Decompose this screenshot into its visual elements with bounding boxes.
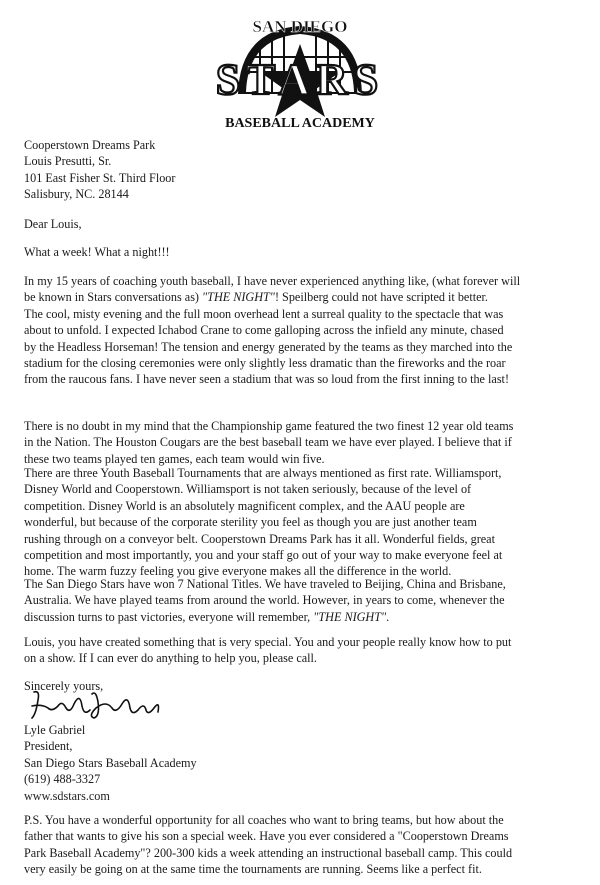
paragraph-4-part-a: The San Diego Stars have won 7 National Titles. We have traveled to Beijing, China and Brisbane, Australia. We have played teams from around the world. However, in years to come, whenever the discussion turns to past victories, everyone will remember, [24,577,506,624]
website-link[interactable]: www.sdstars.com [24,788,110,803]
logo-main-text: STARS [215,55,385,104]
address-line-3: 101 East Fisher St. Third Floor [24,170,176,185]
address-line-1: Cooperstown Dreams Park [24,138,156,152]
paragraph-4 [24,576,584,625]
signature-block [24,722,584,804]
postscript: P.S. You have a wonderful opportunity for all coaches who want to bring teams, but how about the father that wants to give his son a special week. Have you ever considered a "Cooperstown Dreams Park Baseball Academy"? 200-300 kids a week attending an instructional baseball camp. This could very easily be going on at the same time the tournaments are running. Seems like a perfect fit. [24,813,513,877]
address-line-2: Louis Presutti, Sr. [24,154,112,169]
paragraph-5: Louis, you have created something that is very special. You and your people really know how to put on a show. If I can ever do anything to help you, please call. [24,635,512,666]
paragraph-1-part-b: ! Speilberg could not have scripted it better. The cool, misty evening and the full moon overhead lent a surreal quality to the spectacle that was about to unfold. I expected Ichabod Crane to come galloping across the infield any minute, chased by the Headless Horseman! The tension and energy generated by the teams as they marched into the stadium for the closing ceremonies were only slightly less dramatic than the fireworks and the roar from the raucous fans. I have never seen a stadium that was so loud from the first inning to the last! [24,290,513,387]
handwritten-signature [28,686,168,722]
intro-line: What a week! What a night!!! [24,245,170,259]
paragraph-1-part-a: In my 15 years of coaching youth baseball, I have never experienced anything like, (what forever will be known in Stars conversations as) [24,274,521,305]
paragraph-3: There are three Youth Baseball Tournaments that are always mentioned as first rate. Williamsport, Disney World and Cooperstown. Williamsport is not taken seriously, because of the level of competition. Disney World is an absolutely magnificent complex, and the AAU people are wonderful, but because of the corporate sterility you feel as though you are just another team rushing through on a conveyor belt. Cooperstown Dreams Park has it all. Wonderful fields, great competition and most importantly, you and your staff go out of your way to make everyone feel at home. The warm fuzzy feeling you give everyone makes all the difference in the world. [24,466,503,579]
stars-logo-graphic [200,2,400,134]
signer-name: Lyle Gabriel [24,723,86,737]
signer-phone: (619) 488-3327 [24,772,101,787]
logo-top-text: SAN DIEGO [252,17,348,36]
address-line-4: Salisbury, NC. 28144 [24,187,129,202]
paragraph-4-part-b: . [386,609,390,624]
logo-bottom-text: BASEBALL ACADEMY [225,116,375,131]
salutation: Dear Louis, [24,217,82,231]
paragraph-2: There is no doubt in my mind that the Championship game featured the two finest 12 year old teams in the Nation. The Houston Cougars are the best baseball team we have ever played. I believe that if these two teams played ten games, each team would win five. [24,419,514,466]
the-night-emphasis: "THE NIGHT" [202,290,275,305]
paragraph-1 [24,273,584,388]
the-night-emphasis-2: "THE NIGHT" [313,609,387,624]
recipient-address [24,137,584,203]
stars-logo [200,2,400,134]
signer-organization: San Diego Stars Baseball Academy [24,755,197,770]
closing: Sincerely yours, [24,679,104,693]
signer-title: President, [24,739,73,754]
